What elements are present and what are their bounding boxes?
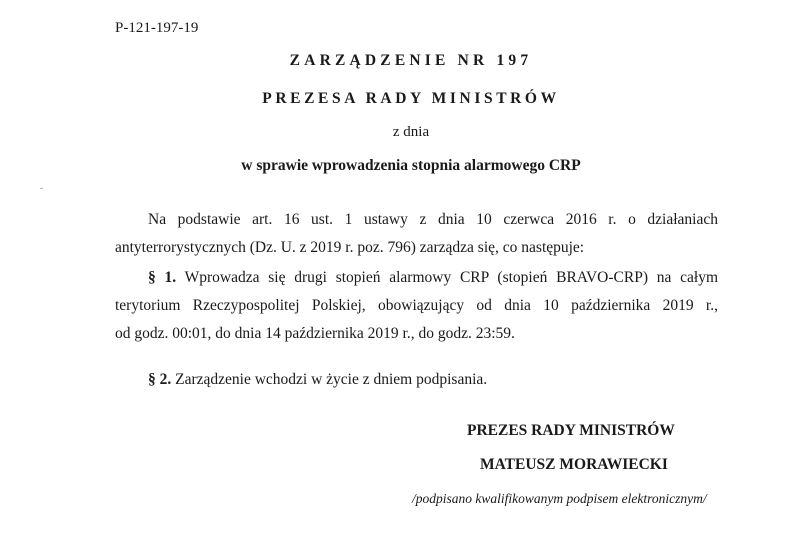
section-2-marker: § 2.: [148, 371, 172, 388]
signature-note: /podpisano kwalifikowanym podpisem elektronicznym/: [412, 491, 707, 506]
section-1-line-1: [115, 264, 718, 292]
document-issuer: PREZESA RADY MINISTRÓW: [262, 90, 560, 107]
document-subject: w sprawie wprowadzenia stopnia alarmowego CRP: [241, 157, 581, 174]
section-1-paragraph: [115, 264, 718, 348]
section-1-marker: § 1.: [148, 269, 177, 286]
section-2-line: [115, 366, 718, 394]
section-2-paragraph: [115, 366, 718, 394]
section-1-line-2: terytorium Rzeczypospolitej Polskiej, obowiązujący od dnia 10 października 2019 r.,: [115, 297, 718, 314]
section-1-line-3: od godz. 00:01, do dnia 14 października 2019 r., do godz. 23:59.: [115, 325, 515, 342]
signatory-role: PREZES RADY MINISTRÓW: [467, 422, 675, 439]
preamble-line-1: Na podstawie art. 16 ust. 1 ustawy z dnia 10 czerwca 2016 r. o działaniach: [148, 211, 718, 228]
document-title: ZARZĄDZENIE NR 197: [289, 52, 533, 69]
scan-artifact: [40, 188, 43, 189]
document-date-label: z dnia: [392, 124, 430, 140]
signatory-name: MATEUSZ MORAWIECKI: [480, 456, 668, 473]
preamble-paragraph: [115, 206, 718, 262]
preamble-line-2: antyterrorystycznych (Dz. U. z 2019 r. poz. 796) zarządza się, co następuje:: [115, 239, 585, 256]
section-2-text: Zarządzenie wchodzi w życie z dniem podpisania.: [175, 371, 488, 388]
reference-number: P-121-197-19: [115, 20, 199, 36]
section-1-text-1: Wprowadza się drugi stopień alarmowy CRP (stopień BRAVO-CRP) na całym: [184, 269, 719, 286]
